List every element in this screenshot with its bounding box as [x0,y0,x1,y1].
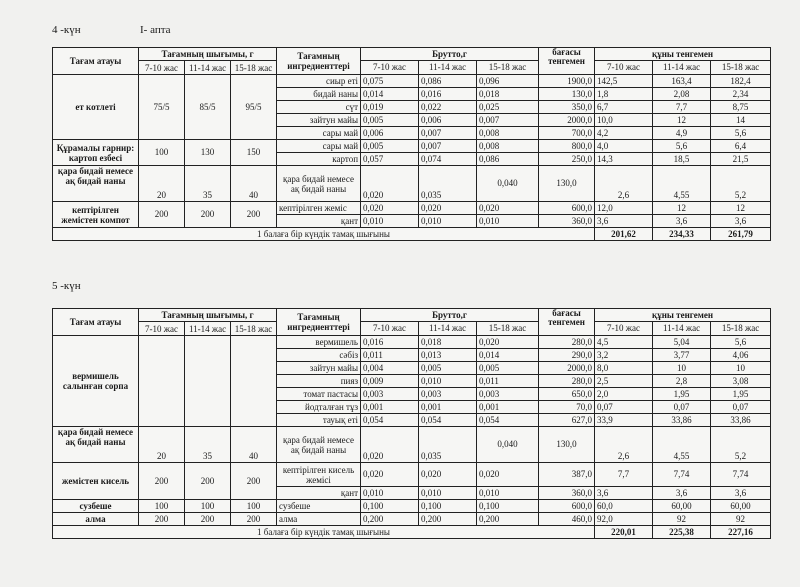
ingredient-cell: сары май [277,140,361,153]
ingredient-cell: сүт [277,101,361,114]
cost-cell: 5,6 [711,127,771,140]
cost-cell: 33,86 [711,414,771,427]
ingredient-cell: зайтун майы [277,362,361,375]
gross-cell: 0,040 [477,166,539,202]
ingredient-cell: йодталған тұз [277,401,361,414]
cost-cell: 92 [711,513,771,526]
cost-cell: 5,2 [711,166,771,202]
day4-menu-table [52,47,771,241]
cost-cell: 2,5 [595,375,653,388]
gross-cell: 0,003 [477,388,539,401]
ingredient-cell: кептірілген жеміс [277,202,361,215]
gross-cell: 0,010 [419,487,477,500]
portion-cell: 20 [139,166,185,202]
cost-cell: 33,9 [595,414,653,427]
portion-age2-header: 11-14 жас [185,322,231,336]
day4-label: 4 -күн [52,24,81,36]
gross-cell: 0,001 [361,401,419,414]
portion-cell: 200 [185,513,231,526]
cost-cell: 12 [711,202,771,215]
price-cell: 130,0 [539,427,595,463]
price-cell: 130,0 [539,166,595,202]
cost-cell: 92 [653,513,711,526]
total-label: 1 балаға бір күндік тамақ шығыны [53,228,595,241]
portion-cell: 100 [139,500,185,513]
portion-cell: 35 [185,427,231,463]
ingredient-cell: зайтун майы [277,114,361,127]
price-cell: 627,0 [539,414,595,427]
cost-cell: 7,74 [653,463,711,487]
gross-cell: 0,018 [477,88,539,101]
cost-cell: 12,0 [595,202,653,215]
ingredient-cell: томат пастасы [277,388,361,401]
portion-cell [185,336,231,427]
ingredient-cell: қара бидай немесе ақ бидай наны [277,427,361,463]
price-cell: 360,0 [539,487,595,500]
gross-cell: 0,054 [419,414,477,427]
total-value: 220,01 [595,526,653,539]
cost-cell: 2,6 [595,427,653,463]
cost-cell: 60,0 [595,500,653,513]
ingredient-cell: бидай наны [277,88,361,101]
dish-name-cell: қара бидай немесе ақ бидай наны [53,427,139,463]
portion-cell: 100 [231,500,277,513]
cost-cell: 3,08 [711,375,771,388]
price-cell: 600,0 [539,500,595,513]
dish-name-header: Тағам атауы [53,309,139,336]
portion-cell [231,336,277,427]
portion-cell: 130 [185,140,231,166]
ingredient-cell: сәбіз [277,349,361,362]
cost-cell: 3,6 [653,487,711,500]
cost-cell: 3,6 [653,215,711,228]
daily-cost-header: құны тенгемен [595,48,771,61]
gross-age2-header: 11-14 жас [419,322,477,336]
gross-cell: 0,013 [419,349,477,362]
price-cell: 800,0 [539,140,595,153]
ingredients-header: Тағамның ингредиенттері [277,48,361,75]
price-cell: 2000,0 [539,114,595,127]
gross-age2-header: 11-14 жас [419,61,477,75]
cost-cell: 4,9 [653,127,711,140]
portion-cell: 150 [231,140,277,166]
total-value: 201,62 [595,228,653,241]
price-cell: 650,0 [539,388,595,401]
cost-cell: 12 [653,114,711,127]
gross-cell: 0,007 [419,127,477,140]
cost-cell: 4,2 [595,127,653,140]
gross-cell: 0,086 [419,75,477,88]
dish-name-cell: алма [53,513,139,526]
portion-age3-header: 15-18 жас [231,61,277,75]
gross-cell: 0,057 [361,153,419,166]
ingredient-cell: қара бидай немесе ақ бидай наны [277,166,361,202]
gross-cell: 0,086 [477,153,539,166]
gross-cell: 0,020 [477,336,539,349]
cost-cell: 163,4 [653,75,711,88]
week-label: I- апта [140,24,171,36]
cost-cell: 12 [653,202,711,215]
price-cell: 130,0 [539,88,595,101]
gross-cell: 0,019 [361,101,419,114]
gross-cell: 0,022 [419,101,477,114]
portion-cell: 200 [231,513,277,526]
cost-cell: 3,6 [711,487,771,500]
portion-age1-header: 7-10 жас [139,61,185,75]
cost-cell: 1,95 [653,388,711,401]
gross-cell: 0,200 [477,513,539,526]
cost-cell: 14,3 [595,153,653,166]
portion-age1-header: 7-10 жас [139,322,185,336]
cost-cell: 1,8 [595,88,653,101]
gross-cell: 0,006 [419,114,477,127]
cost-cell: 10 [653,362,711,375]
portion-cell [139,336,185,427]
price-cell: 280,0 [539,336,595,349]
day5-label: 5 -күн [52,280,81,292]
cost-age3-header: 15-18 жас [711,61,771,75]
cost-cell: 4,0 [595,140,653,153]
gross-cell: 0,054 [477,414,539,427]
portion-cell: 200 [185,463,231,500]
portion-cell: 75/5 [139,75,185,140]
cost-age1-header: 7-10 жас [595,322,653,336]
cost-cell: 2,0 [595,388,653,401]
gross-cell: 0,020 [477,202,539,215]
gross-cell: 0,009 [361,375,419,388]
cost-cell: 4,06 [711,349,771,362]
price-header: бағасы тенгемен [539,309,595,336]
table-row [53,336,771,349]
cost-cell: 0,07 [653,401,711,414]
cost-cell: 3,6 [595,487,653,500]
portion-cell: 200 [231,202,277,228]
cost-cell: 2,08 [653,88,711,101]
cost-age2-header: 11-14 жас [653,61,711,75]
gross-age3-header: 15-18 жас [477,61,539,75]
portion-age3-header: 15-18 жас [231,322,277,336]
ingredient-cell: кептірілген кисель жемісі [277,463,361,487]
price-cell: 350,0 [539,101,595,114]
gross-cell: 0,005 [361,114,419,127]
ingredient-cell: вермишель [277,336,361,349]
total-value: 225,38 [653,526,711,539]
total-value: 234,33 [653,228,711,241]
cost-cell: 2,8 [653,375,711,388]
portion-cell: 100 [139,140,185,166]
total-row [53,228,771,241]
cost-cell: 3,77 [653,349,711,362]
gross-cell: 0,200 [361,513,419,526]
gross-cell: 0,010 [419,215,477,228]
portion-cell: 200 [139,513,185,526]
cost-cell: 3,6 [711,215,771,228]
table-row [53,513,771,526]
gross-cell: 0,007 [477,114,539,127]
price-cell: 387,0 [539,463,595,487]
ingredients-header: Тағамның ингредиенттері [277,309,361,336]
gross-cell: 0,011 [477,375,539,388]
ingredient-cell: пияз [277,375,361,388]
dish-name-cell: вермишель салынған сорпа [53,336,139,427]
gross-cell: 0,035 [419,166,477,202]
gross-cell: 0,200 [419,513,477,526]
cost-cell: 60,00 [653,500,711,513]
cost-age2-header: 11-14 жас [653,322,711,336]
cost-cell: 4,55 [653,427,711,463]
table-row [53,140,771,153]
portion-cell: 200 [139,202,185,228]
table-row [53,202,771,215]
gross-cell: 0,020 [361,463,419,487]
price-cell: 1900,0 [539,75,595,88]
cost-age3-header: 15-18 жас [711,322,771,336]
cost-cell: 3,2 [595,349,653,362]
gross-cell: 0,001 [477,401,539,414]
gross-cell: 0,025 [477,101,539,114]
gross-cell: 0,100 [361,500,419,513]
gross-cell: 0,016 [419,88,477,101]
price-header: бағасы тенгемен [539,48,595,75]
gross-cell: 0,100 [419,500,477,513]
cost-cell: 10,0 [595,114,653,127]
gross-cell: 0,005 [419,362,477,375]
gross-cell: 0,003 [361,388,419,401]
gross-cell: 0,006 [361,127,419,140]
cost-cell: 5,2 [711,427,771,463]
cost-age1-header: 7-10 жас [595,61,653,75]
gross-cell: 0,074 [419,153,477,166]
cost-cell: 142,5 [595,75,653,88]
table-row [53,427,771,463]
cost-cell: 5,6 [653,140,711,153]
gross-header: Брутто,г [361,309,539,322]
daily-cost-header: құны тенгемен [595,309,771,322]
cost-cell: 6,7 [595,101,653,114]
cost-cell: 8,75 [711,101,771,114]
price-cell: 360,0 [539,215,595,228]
table-row [53,166,771,202]
cost-cell: 10 [711,362,771,375]
gross-cell: 0,020 [419,463,477,487]
price-cell: 290,0 [539,349,595,362]
gross-cell: 0,010 [361,487,419,500]
price-cell: 600,0 [539,202,595,215]
table-row [53,463,771,487]
cost-cell: 14 [711,114,771,127]
table-row [53,500,771,513]
cost-cell: 7,7 [595,463,653,487]
portion-cell: 40 [231,427,277,463]
portion-cell: 200 [231,463,277,500]
ingredient-cell: қант [277,487,361,500]
gross-cell: 0,010 [477,215,539,228]
gross-cell: 0,007 [419,140,477,153]
price-cell: 280,0 [539,375,595,388]
portion-age2-header: 11-14 жас [185,61,231,75]
cost-cell: 2,34 [711,88,771,101]
gross-cell: 0,003 [419,388,477,401]
gross-cell: 0,020 [361,202,419,215]
cost-cell: 18,5 [653,153,711,166]
gross-cell: 0,008 [477,140,539,153]
ingredient-cell: сиыр еті [277,75,361,88]
portion-header: Тағамның шығымы, г [139,48,277,61]
total-label: 1 балаға бір күндік тамақ шығыны [53,526,595,539]
price-cell: 250,0 [539,153,595,166]
ingredient-cell: тауық еті [277,414,361,427]
cost-cell: 92,0 [595,513,653,526]
table-row [53,75,771,88]
gross-age1-header: 7-10 жас [361,61,419,75]
gross-cell: 0,010 [361,215,419,228]
cost-cell: 182,4 [711,75,771,88]
dish-name-cell: қара бидай немесе ақ бидай наны [53,166,139,202]
total-value: 227,16 [711,526,771,539]
cost-cell: 4,55 [653,166,711,202]
gross-cell: 0,001 [419,401,477,414]
cost-cell: 7,7 [653,101,711,114]
gross-cell: 0,014 [361,88,419,101]
portion-cell: 100 [185,500,231,513]
dish-name-cell: кептірілген жемістен компот [53,202,139,228]
dish-name-cell: жемістен кисель [53,463,139,500]
price-cell: 2000,0 [539,362,595,375]
gross-cell: 0,040 [477,427,539,463]
gross-cell: 0,075 [361,75,419,88]
cost-cell: 0,07 [711,401,771,414]
ingredient-cell: алма [277,513,361,526]
gross-cell: 0,020 [361,427,419,463]
gross-cell: 0,005 [361,140,419,153]
portion-cell: 200 [139,463,185,500]
cost-cell: 1,95 [711,388,771,401]
dish-name-cell: ет котлеті [53,75,139,140]
gross-cell: 0,096 [477,75,539,88]
ingredient-cell: қант [277,215,361,228]
gross-cell: 0,008 [477,127,539,140]
gross-cell: 0,004 [361,362,419,375]
gross-cell: 0,011 [361,349,419,362]
dish-name-cell: сузбеше [53,500,139,513]
portion-cell: 35 [185,166,231,202]
price-cell: 700,0 [539,127,595,140]
price-cell: 70,0 [539,401,595,414]
portion-cell: 200 [185,202,231,228]
ingredient-cell: сары май [277,127,361,140]
cost-cell: 5,6 [711,336,771,349]
cost-cell: 4,5 [595,336,653,349]
gross-cell: 0,016 [361,336,419,349]
ingredient-cell: картоп [277,153,361,166]
gross-cell: 0,054 [361,414,419,427]
gross-cell: 0,010 [419,375,477,388]
total-row [53,526,771,539]
gross-cell: 0,020 [419,202,477,215]
cost-cell: 5,04 [653,336,711,349]
cost-cell: 6,4 [711,140,771,153]
cost-cell: 8,0 [595,362,653,375]
cost-cell: 7,74 [711,463,771,487]
day5-menu-table [52,308,771,539]
cost-cell: 0,07 [595,401,653,414]
portion-cell: 95/5 [231,75,277,140]
cost-cell: 60,00 [711,500,771,513]
gross-age3-header: 15-18 жас [477,322,539,336]
portion-cell: 40 [231,166,277,202]
price-cell: 460,0 [539,513,595,526]
cost-cell: 3,6 [595,215,653,228]
gross-header: Брутто,г [361,48,539,61]
gross-cell: 0,018 [419,336,477,349]
cost-cell: 2,6 [595,166,653,202]
dish-name-cell: Құрамалы гарнир: картоп езбесі [53,140,139,166]
gross-cell: 0,020 [361,166,419,202]
cost-cell: 33,86 [653,414,711,427]
portion-cell: 85/5 [185,75,231,140]
gross-cell: 0,100 [477,500,539,513]
total-value: 261,79 [711,228,771,241]
ingredient-cell: сузбеше [277,500,361,513]
gross-cell: 0,005 [477,362,539,375]
portion-header: Тағамның шығымы, г [139,309,277,322]
dish-name-header: Тағам атауы [53,48,139,75]
gross-cell: 0,035 [419,427,477,463]
gross-age1-header: 7-10 жас [361,322,419,336]
gross-cell: 0,014 [477,349,539,362]
cost-cell: 21,5 [711,153,771,166]
portion-cell: 20 [139,427,185,463]
gross-cell: 0,010 [477,487,539,500]
gross-cell: 0,020 [477,463,539,487]
